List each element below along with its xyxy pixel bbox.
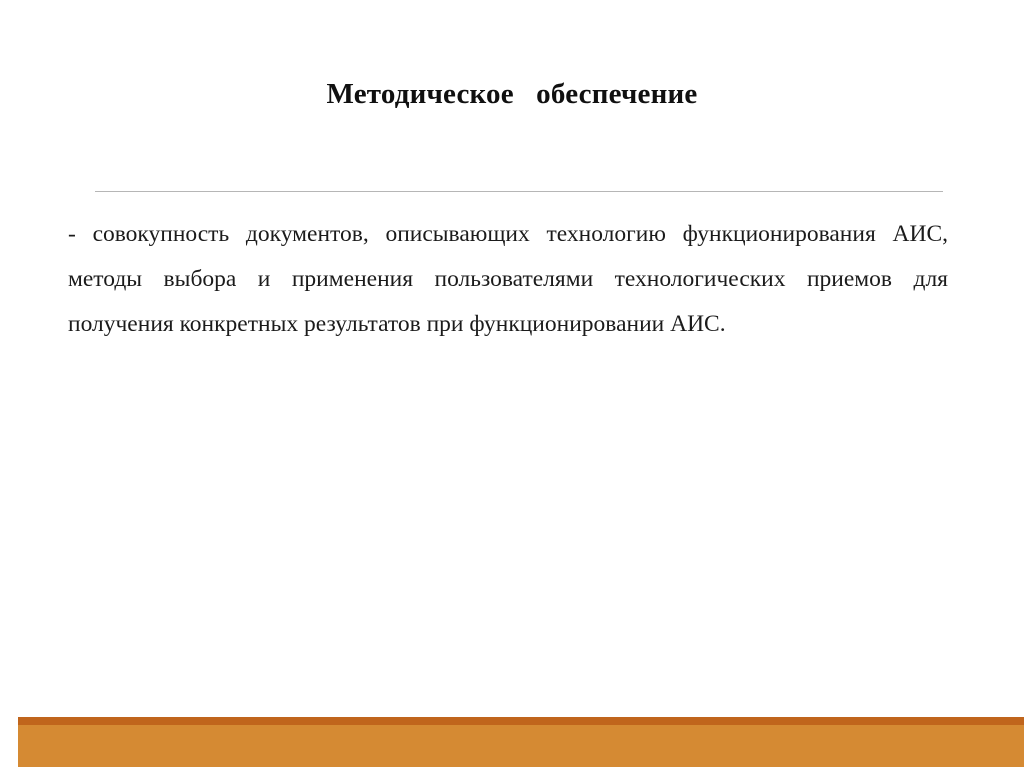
slide-body-text: - совокупность документов, описывающих технологию функционирования АИС, методы выбора и применения пользователями технологических приемов для получения конкретных результатов при функционировании АИС.	[68, 221, 948, 337]
left-edge-decoration	[0, 0, 18, 767]
bottom-accent-band-dark	[18, 717, 1024, 725]
bottom-accent-band-light	[18, 725, 1024, 767]
bottom-accent-bar	[0, 707, 1024, 767]
slide-title: Методическое обеспечение	[326, 78, 698, 110]
left-edge-decoration-inner	[0, 0, 10, 767]
title-divider	[95, 191, 943, 192]
